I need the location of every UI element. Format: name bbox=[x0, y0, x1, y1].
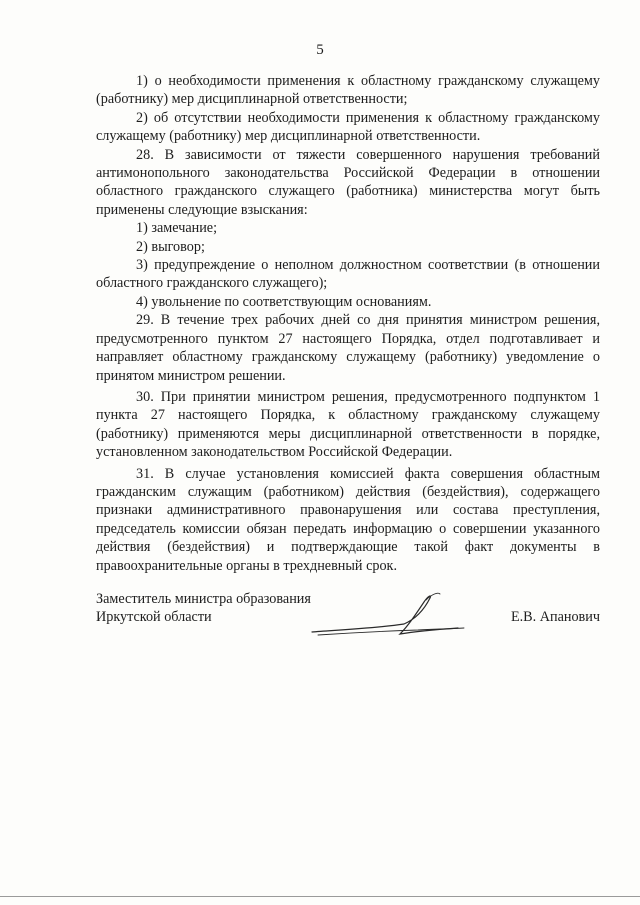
paragraph: 1) замечание; bbox=[136, 220, 218, 237]
paragraph: 3) предупреждение о неполном должностном соответствии (в отношении областного гражданского служащего); bbox=[96, 257, 600, 292]
page-number: 5 bbox=[316, 42, 324, 58]
signature-block bbox=[96, 590, 600, 650]
footer-rule bbox=[0, 896, 640, 897]
signatory-region: Иркутской области bbox=[96, 609, 212, 626]
paragraph: 31. В случае установления комиссией факта совершения областным гражданским служащим (работником) действия (бездействия), содержащего признаки административного правонарушения или состава преступления, председатель комиссии обязан передать информацию о совершении указанного действия (бездействия) и подтверждающие такой факт документы в правоохранительные органы в трехдневный срок. bbox=[96, 465, 600, 574]
paragraph: 1) о необходимости применения к областному гражданскому служащему (работнику) мер дисциплинарной ответственности; bbox=[96, 73, 600, 108]
paragraph: 2) об отсутствии необходимости применения к областному гражданскому служащему (работнику) мер дисциплинарной ответственности. bbox=[96, 109, 600, 145]
body-text bbox=[96, 72, 600, 575]
paragraph: 4) увольнение по соответствующим основаниям. bbox=[136, 293, 432, 310]
handwritten-signature bbox=[308, 588, 468, 644]
signatory-name: Е.В. Апанович bbox=[510, 609, 600, 626]
signatory-position: Заместитель министра образования bbox=[96, 591, 311, 607]
paragraph: 2) выговор; bbox=[136, 238, 205, 255]
paragraph: 29. В течение трех рабочих дней со дня принятия министром решения, предусмотренного пунктом 27 настоящего Порядка, отдел подготавливает и направляет областному гражданскому служащему (работнику) уведомление о принятом министром решении. bbox=[96, 312, 600, 384]
paragraph: 30. При принятии министром решения, предусмотренного подпунктом 1 пункта 27 настоящего Порядка, к областному гражданскому служащему (работнику) применяются меры дисциплинарной ответственности в порядке, установленном законодательством Российской Федерации. bbox=[96, 388, 600, 461]
paragraph: 28. В зависимости от тяжести совершенного нарушения требований антимонопольного законодательства Российской Федерации в отношении областного гражданского служащего (работника) министерства могут быть применены следующие взыскания: bbox=[96, 146, 600, 218]
